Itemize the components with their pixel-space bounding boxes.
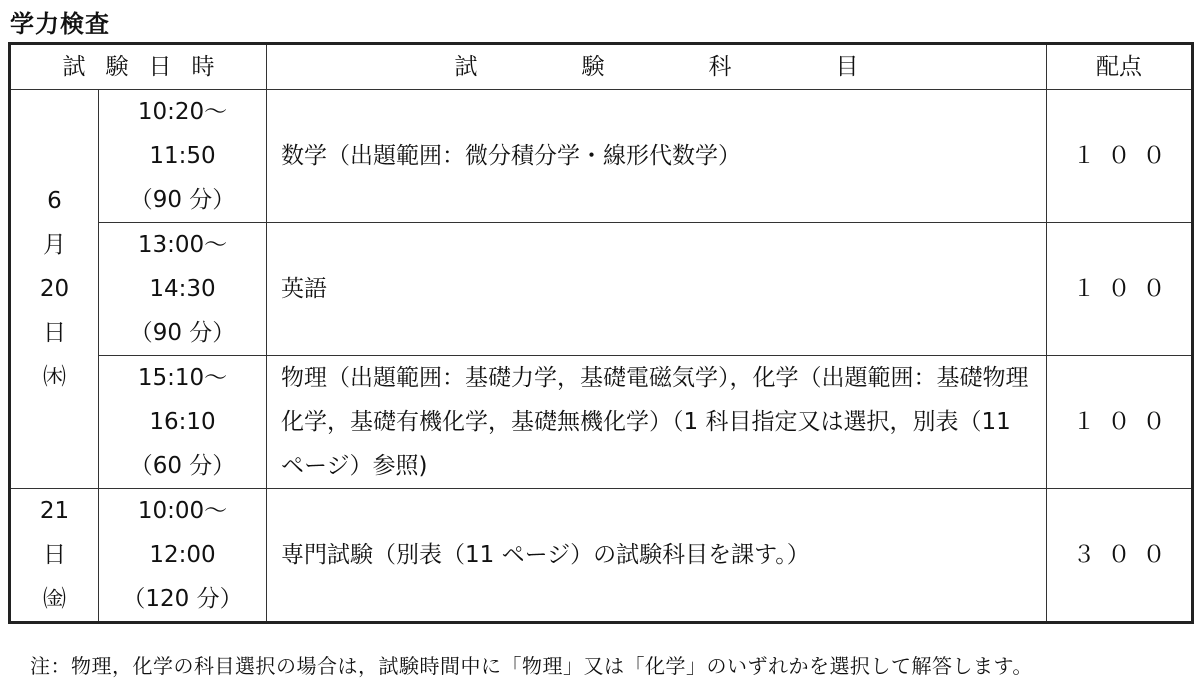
- table-row: [10, 356, 1193, 489]
- time-start: 15:10～: [137, 365, 228, 391]
- time-end: 14:30: [149, 276, 216, 302]
- time-duration: （60 分）: [129, 453, 236, 479]
- day-label-line: ㈭: [43, 364, 66, 390]
- header-subject-char: 目: [835, 54, 859, 80]
- time-cell: [99, 489, 267, 623]
- day-cell-june-20: [10, 90, 99, 489]
- header-subject-char: 試: [454, 54, 478, 80]
- time-cell: [99, 223, 267, 356]
- time-start: 13:00～: [137, 232, 228, 258]
- subject-cell: 物理（出題範囲：基礎力学，基礎電磁気学），化学（出題範囲：基礎物理化学，基礎有機化学，基礎無機化学）（1 科目指定又は選択，別表（11 ページ）参照): [267, 356, 1047, 489]
- time-cell: [99, 356, 267, 489]
- points-cell: １００: [1047, 356, 1193, 489]
- exam-schedule-table: [8, 42, 1194, 624]
- time-end: 16:10: [149, 409, 216, 435]
- points-cell: ３００: [1047, 489, 1193, 623]
- day-label-line: 日: [43, 320, 66, 346]
- table-row: [10, 223, 1193, 356]
- time-end: 12:00: [149, 542, 216, 568]
- points-cell: １００: [1047, 90, 1193, 223]
- header-exam-datetime: 試験日時: [10, 44, 267, 90]
- day-label-line: 月: [43, 232, 66, 258]
- table-row: [10, 489, 1193, 623]
- day-label-line: 日: [43, 542, 66, 568]
- day-label-line: 20: [39, 276, 70, 302]
- subject-cell: 数学（出題範囲：微分積分学・線形代数学）: [267, 90, 1047, 223]
- table-header-row: [10, 44, 1193, 90]
- subject-cell: 専門試験（別表（11 ページ）の試験科目を課す。）: [267, 489, 1047, 623]
- table-row: [10, 90, 1193, 223]
- day-label-line: 21: [39, 498, 70, 524]
- header-subject-char: 科: [708, 54, 732, 80]
- points-cell: １００: [1047, 223, 1193, 356]
- time-duration: （90 分）: [129, 187, 236, 213]
- section-title: 学力検査: [10, 10, 110, 38]
- day-label-line: ㈮: [43, 586, 66, 612]
- time-start: 10:20～: [137, 99, 228, 125]
- time-duration: （120 分）: [122, 586, 243, 612]
- header-exam-subject: [267, 44, 1047, 90]
- subject-cell: 英語: [267, 223, 1047, 356]
- time-end: 11:50: [149, 143, 216, 169]
- header-points: 配点: [1047, 44, 1193, 90]
- day-cell-21: [10, 489, 99, 623]
- header-subject-char: 験: [581, 54, 605, 80]
- footnote: 注：物理，化学の科目選択の場合は，試験時間中に「物理」又は「化学」のいずれかを選択して解答します。: [30, 654, 1033, 678]
- time-start: 10:00～: [137, 498, 228, 524]
- time-cell: [99, 90, 267, 223]
- time-duration: （90 分）: [129, 320, 236, 346]
- day-label-line: 6: [47, 188, 62, 214]
